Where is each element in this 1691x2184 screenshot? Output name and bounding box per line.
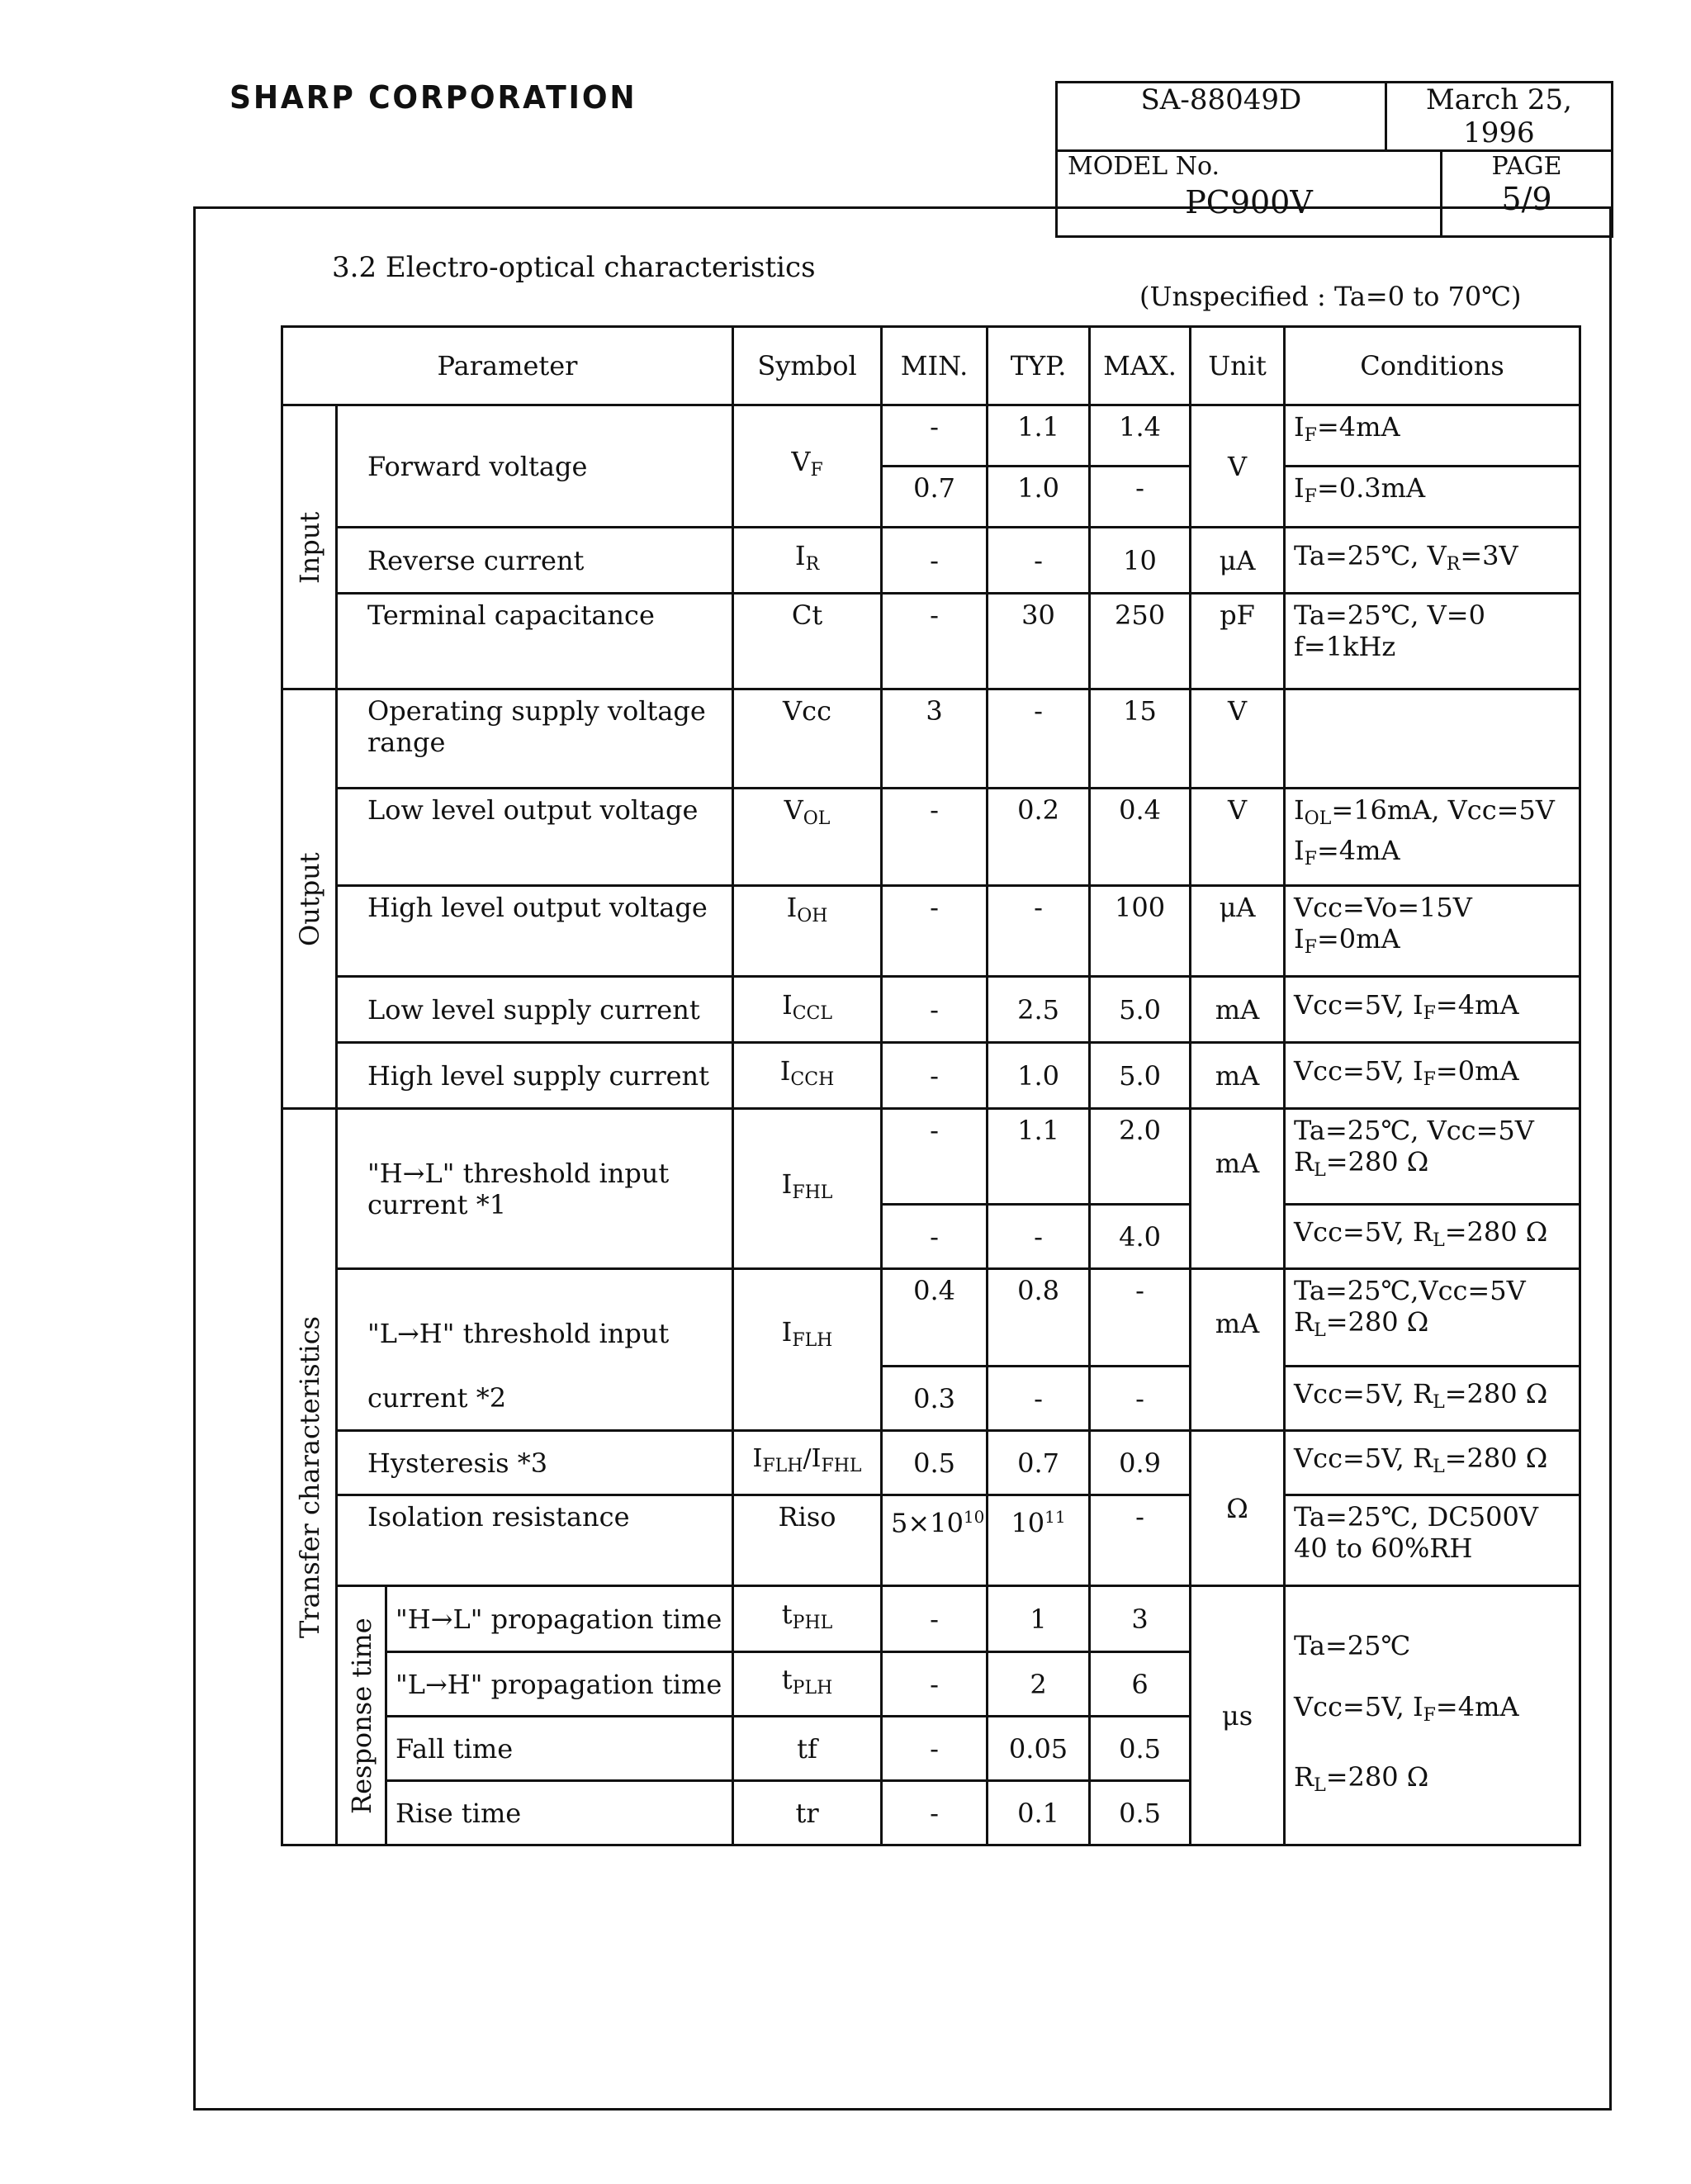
iflh-min-2: 0.3 [882,1367,988,1431]
table-row [282,1586,1580,1652]
ifhl-cond-1: Ta=25℃, Vcc=5V $R_L=280$ Ω [1285,1109,1580,1205]
iccl-unit: mA [1191,977,1285,1043]
ioh-min: - [882,886,988,977]
ct-min: - [882,594,988,689]
vol-max: 0.4 [1090,789,1191,886]
icch-cond: Vcc=5V, $I_F=0mA$ [1285,1043,1580,1109]
tr-max: 0.5 [1090,1781,1191,1845]
table-row [282,977,1580,1043]
param-hl-propagation-time: "H→L" propagation time [386,1586,733,1652]
tf-typ: 0.05 [988,1717,1090,1781]
header-min: MIN. [882,327,988,405]
iflh-typ-2: - [988,1367,1090,1431]
vcc-typ: - [988,689,1090,789]
hys-cond: Vcc=5V, $R_L=280$ Ω [1285,1431,1580,1495]
param-rise-time: Rise time [386,1781,733,1845]
icch-typ: 1.0 [988,1043,1090,1109]
riso-min: $5\times 10^{10}$ [882,1495,988,1586]
table-row [282,789,1580,886]
vf-typ-1: 1.1 [988,405,1090,467]
response-unit: μs [1191,1586,1285,1845]
table-row [282,1109,1580,1205]
ct-typ: 30 [988,594,1090,689]
table-row [282,1495,1580,1586]
iccl-min: - [882,977,988,1043]
ir-unit: μA [1191,528,1285,594]
group-label-input: Input [282,405,337,689]
vol-typ: 0.2 [988,789,1090,886]
symbol-tplh: $t_{PLH}$ [733,1652,882,1717]
ct-unit: pF [1191,594,1285,689]
vol-unit: V [1191,789,1285,886]
symbol-tr: tr [733,1781,882,1845]
iflh-unit: mA [1191,1269,1285,1431]
ir-cond: Ta=25℃, $V_R=3V$ [1285,528,1580,594]
iflh-min-1: 0.4 [882,1269,988,1367]
table-header-row [282,327,1580,405]
ifhl-max-2: 4.0 [1090,1205,1191,1269]
icch-unit: mA [1191,1043,1285,1109]
riso-max: - [1090,1495,1191,1586]
param-fall-time: Fall time [386,1717,733,1781]
vol-cond: $I_{OL}=16mA$, Vcc=5V $I_F=4mA$ [1285,789,1580,886]
vf-cond-1: $I_F=4mA$ [1285,405,1580,467]
iccl-typ: 2.5 [988,977,1090,1043]
symbol-ioh: $I_{OH}$ [733,886,882,977]
tplh-max: 6 [1090,1652,1191,1717]
header-typ: TYP. [988,327,1090,405]
tr-typ: 0.1 [988,1781,1090,1845]
vcc-cond [1285,689,1580,789]
ioh-typ: - [988,886,1090,977]
vf-max-2: - [1090,467,1191,528]
ir-max: 10 [1090,528,1191,594]
vf-max-1: 1.4 [1090,405,1191,467]
model-number: PC900V [1185,184,1313,220]
hys-riso-unit: Ω [1191,1431,1285,1586]
table-row [282,594,1580,689]
section-title: 3.2 Electro-optical characteristics [332,251,816,284]
tplh-min: - [882,1652,988,1717]
tphl-max: 3 [1090,1586,1191,1652]
ir-min: - [882,528,988,594]
iflh-typ-1: 0.8 [988,1269,1090,1367]
vf-typ-2: 1.0 [988,467,1090,528]
vcc-max: 15 [1090,689,1191,789]
symbol-ifhl: $I_{FHL}$ [733,1109,882,1269]
vf-min-1: - [882,405,988,467]
icch-min: - [882,1043,988,1109]
ct-max: 250 [1090,594,1191,689]
symbol-tphl: $t_{PHL}$ [733,1586,882,1652]
iflh-max-2: - [1090,1367,1191,1431]
symbol-vcc: Vcc [733,689,882,789]
symbol-iccl: $I_{CCL}$ [733,977,882,1043]
table-row [282,405,1580,467]
param-isolation-resistance: Isolation resistance [337,1495,733,1586]
ct-cond: Ta=25℃, V=0 f=1kHz [1285,594,1580,689]
ifhl-cond-2: Vcc=5V, $R_L=280$ Ω [1285,1205,1580,1269]
vol-min: - [882,789,988,886]
param-low-level-output-voltage: Low level output voltage [337,789,733,886]
symbol-ir: $I_R$ [733,528,882,594]
symbol-vol: $V_{OL}$ [733,789,882,886]
param-high-level-output-voltage: High level output voltage [337,886,733,977]
iflh-cond-1: Ta=25℃,Vcc=5V $R_L=280$ Ω [1285,1269,1580,1367]
ioh-max: 100 [1090,886,1191,977]
header-max: MAX. [1090,327,1191,405]
riso-typ: $10^{11}$ [988,1495,1090,1586]
ifhl-typ-2: - [988,1205,1090,1269]
tf-max: 0.5 [1090,1717,1191,1781]
table-row [282,1043,1580,1109]
riso-cond: Ta=25℃, DC500V 40 to 60%RH [1285,1495,1580,1586]
vf-cond-2: $I_F=0.3mA$ [1285,467,1580,528]
response-cond: Ta=25℃ Vcc=5V, $I_F=4mA$ $R_L=280$ Ω [1285,1586,1580,1845]
header-parameter: Parameter [282,327,733,405]
iflh-cond-2: Vcc=5V, $R_L=280$ Ω [1285,1367,1580,1431]
param-lh-threshold-current: "L→H" threshold input current *2 [337,1269,733,1431]
page-number: 5/9 [1501,181,1552,217]
table-row [282,689,1580,789]
param-high-level-supply-current: High level supply current [337,1043,733,1109]
param-hysteresis: Hysteresis *3 [337,1431,733,1495]
unspecified-conditions-note: (Unspecified : Ta=0 to 70℃) [1139,281,1522,312]
header-symbol: Symbol [733,327,882,405]
header-unit: Unit [1191,327,1285,405]
vcc-min: 3 [882,689,988,789]
param-operating-supply-voltage: Operating supply voltage range [337,689,733,789]
tr-min: - [882,1781,988,1845]
symbol-tf: tf [733,1717,882,1781]
param-low-level-supply-current: Low level supply current [337,977,733,1043]
ifhl-max-1: 2.0 [1090,1109,1191,1205]
hys-min: 0.5 [882,1431,988,1495]
tf-min: - [882,1717,988,1781]
hys-max: 0.9 [1090,1431,1191,1495]
ir-typ: - [988,528,1090,594]
vcc-unit: V [1191,689,1285,789]
group-label-transfer: Transfer characteristics [282,1109,337,1845]
iflh-max-1: - [1090,1269,1191,1367]
param-forward-voltage: Forward voltage [337,405,733,528]
header-conditions: Conditions [1285,327,1580,405]
electro-optical-table [281,325,1581,1846]
tphl-min: - [882,1586,988,1652]
param-terminal-capacitance: Terminal capacitance [337,594,733,689]
iccl-cond: Vcc=5V, $I_F=4mA$ [1285,977,1580,1043]
symbol-hysteresis: $I_{FLH}/I_{FHL}$ [733,1431,882,1495]
table-row [282,886,1580,977]
vf-unit: V [1191,405,1285,528]
group-label-response-time: Response time [337,1586,386,1845]
tphl-typ: 1 [988,1586,1090,1652]
tplh-typ: 2 [988,1652,1090,1717]
ifhl-unit: mA [1191,1109,1285,1269]
param-reverse-current: Reverse current [337,528,733,594]
table-row [282,1269,1580,1367]
ioh-unit: μA [1191,886,1285,977]
company-name: SHARP CORPORATION [230,79,637,116]
ifhl-min-2: - [882,1205,988,1269]
symbol-ct: Ct [733,594,882,689]
table-row [282,1431,1580,1495]
vf-min-2: 0.7 [882,467,988,528]
symbol-vf: $V_F$ [733,405,882,528]
symbol-riso: Riso [733,1495,882,1586]
hys-typ: 0.7 [988,1431,1090,1495]
ifhl-min-1: - [882,1109,988,1205]
param-hl-threshold-current: "H→L" threshold input current *1 [337,1109,733,1269]
page-label: PAGE [1491,152,1562,181]
group-label-output: Output [282,689,337,1109]
icch-max: 5.0 [1090,1043,1191,1109]
symbol-iflh: $I_{FLH}$ [733,1269,882,1431]
document-date: March 25, 1996 [1385,83,1612,151]
table-row [282,528,1580,594]
model-label: MODEL No. [1068,152,1220,181]
symbol-icch: $I_{CCH}$ [733,1043,882,1109]
ifhl-typ-1: 1.1 [988,1109,1090,1205]
param-lh-propagation-time: "L→H" propagation time [386,1652,733,1717]
ioh-cond: Vcc=Vo=15V $I_F=0mA$ [1285,886,1580,977]
document-number: SA-88049D [1057,83,1386,151]
iccl-max: 5.0 [1090,977,1191,1043]
